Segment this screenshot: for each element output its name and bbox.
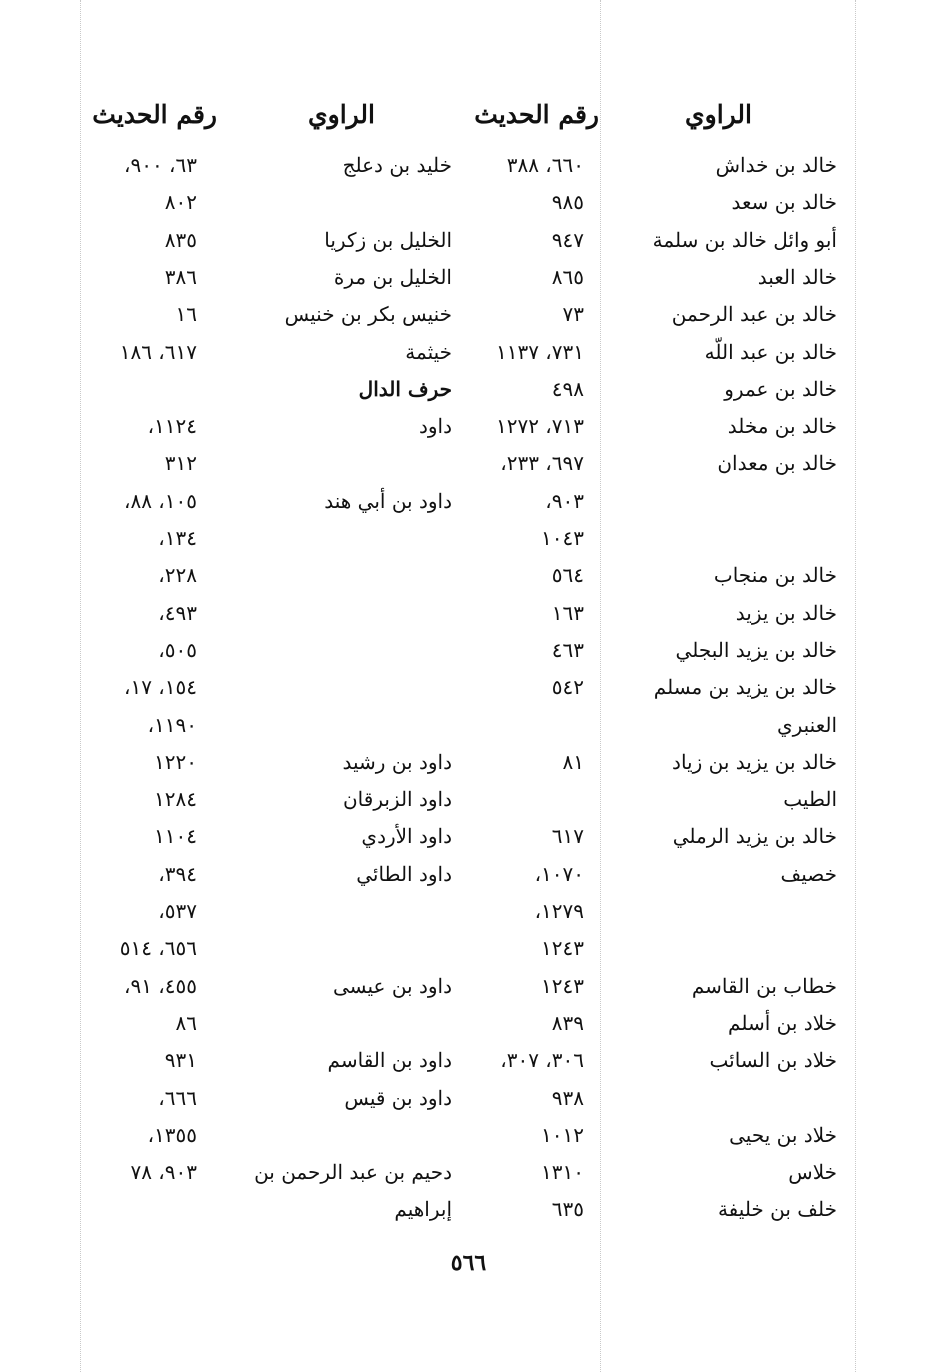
hadith-number: ٩٨٥ [551, 190, 584, 214]
table-row [0, 821, 937, 857]
hadith-number: ٧٣ [562, 302, 584, 326]
hadith-number: ١٢٨٤ [154, 787, 197, 811]
narrator-name: الخليل بن مرة [333, 265, 452, 289]
hadith-number: ٦٣٥ [551, 1197, 584, 1221]
table-row [0, 1120, 937, 1156]
hadith-number: ١٠١٢ [541, 1123, 584, 1147]
hadith-number: ١٢٤٣ [541, 936, 584, 960]
hadith-number: ١١٩٠، [147, 713, 197, 737]
hadith-number: ٩٠٣، ٧٨ [130, 1160, 197, 1184]
hadith-number: ٣١٢ [164, 451, 197, 475]
table-row [0, 896, 937, 932]
hadith-number: ١٢٧٩، [534, 899, 584, 923]
hadith-number: ٨٦ [175, 1011, 197, 1035]
hadith-number: ٣٩٤، [158, 862, 197, 886]
hadith-number: ١٢٢٠ [154, 750, 197, 774]
hadith-number: ٦١٧ [551, 824, 584, 848]
page-number: ٥٦٦ [450, 1250, 487, 1276]
narrator-name: خلاد بن يحيى [729, 1123, 837, 1147]
narrator-name: خلاد بن السائب [709, 1048, 837, 1072]
hadith-number: ٦٩٧، ٢٣٣، [500, 451, 584, 475]
table-row [0, 933, 937, 969]
table-row [0, 710, 937, 746]
narrator-name: خليد بن دعلج [342, 153, 452, 177]
narrator-name: خالد بن يزيد الرملي [672, 824, 837, 848]
narrator-name: خالد العبد [757, 265, 837, 289]
hadith-number: ١٣١٠ [541, 1160, 584, 1184]
table-row [0, 1157, 937, 1193]
narrator-name: داود الأردي [361, 824, 452, 848]
header-right-narrator: الراوي [685, 100, 752, 129]
hadith-number: ٨٦٥ [551, 265, 584, 289]
table-row [0, 784, 937, 820]
table-row [0, 299, 937, 335]
header-right-number: رقم الحديث [474, 100, 599, 129]
hadith-number: ٩٠٣، [545, 489, 584, 513]
narrator-name: خلف بن خليفة [717, 1197, 837, 1221]
header-left-narrator: الراوي [308, 100, 375, 129]
hadith-number: ١٠٤٣ [541, 526, 584, 550]
narrator-name: خنيس بكر بن خنيس [284, 302, 452, 326]
hadith-number: ٢٢٨، [158, 563, 197, 587]
hadith-number: ٤٩٨ [551, 377, 584, 401]
narrator-name: داود بن قيس [344, 1086, 452, 1110]
hadith-number: ١١٠٤ [154, 824, 197, 848]
hadith-number: ١٠٥، ٨٨، [124, 489, 197, 513]
narrator-name: خلاس [788, 1160, 837, 1184]
hadith-number: ٥٦٤ [551, 563, 584, 587]
table-row [0, 225, 937, 261]
table-row [0, 971, 937, 1007]
narrator-name: إبراهيم [394, 1197, 452, 1221]
hadith-number: ٤٩٣، [158, 601, 197, 625]
hadith-number: ٣٠٦، ٣٠٧، [500, 1048, 584, 1072]
narrator-name: العنبري [776, 713, 837, 737]
hadith-number: ٧٣١، ١١٣٧ [495, 340, 584, 364]
hadith-number: ٨١ [562, 750, 584, 774]
narrator-name: داود بن أبي هند [324, 489, 452, 513]
narrator-name: خالد بن منجاب [713, 563, 837, 587]
hadith-number: ١١٢٤، [147, 414, 197, 438]
table-row [0, 374, 937, 410]
table-row [0, 448, 937, 484]
table-row [0, 560, 937, 596]
narrator-name: داود بن رشيد [342, 750, 452, 774]
table-row [0, 1008, 937, 1044]
narrator-name: الخليل بن زكريا [324, 228, 452, 252]
narrator-name: دحيم بن عبد الرحمن بن [254, 1160, 452, 1184]
narrator-name: أبو وائل خالد بن سلمة [652, 228, 837, 252]
narrator-name: خالد بن عمرو [724, 377, 837, 401]
narrator-name: خيثمة [405, 340, 452, 364]
narrator-name: الطيب [783, 787, 837, 811]
hadith-number: ١٣٥٥، [147, 1123, 197, 1147]
narrator-name: خلاد بن أسلم [728, 1011, 837, 1035]
table-row [0, 672, 937, 708]
section-heading: حرف الدال [358, 377, 452, 401]
table-row [0, 598, 937, 634]
narrator-name: خالد بن يزيد بن مسلم [653, 675, 837, 699]
hadith-number: ٦٥٦، ٥١٤ [119, 936, 197, 960]
hadith-number: ٨٣٩ [551, 1011, 584, 1035]
table-row [0, 150, 937, 186]
hadith-number: ١٦ [175, 302, 197, 326]
narrator-name: خصيف [780, 862, 837, 886]
table-row [0, 523, 937, 559]
narrator-name: داود الطائي [356, 862, 452, 886]
table-row [0, 1045, 937, 1081]
hadith-number: ١٠٧٠، [534, 862, 584, 886]
hadith-number: ٩٣٨ [551, 1086, 584, 1110]
hadith-number: ١٦٣ [551, 601, 584, 625]
narrator-name: داود بن عيسى [332, 974, 452, 998]
hadith-number: ٤٦٣ [551, 638, 584, 662]
hadith-number: ٤٥٥، ٩١، [124, 974, 197, 998]
hadith-number: ٣٨٦ [164, 265, 197, 289]
narrator-name: داود [418, 414, 452, 438]
hadith-number: ٦٦٠، ٣٨٨ [506, 153, 584, 177]
narrator-name: خالد بن مخلد [727, 414, 837, 438]
narrator-name: داود بن القاسم [327, 1048, 452, 1072]
hadith-number: ٦١٧، ١٨٦ [119, 340, 197, 364]
table-row [0, 411, 937, 447]
narrator-name: خطاب بن القاسم [691, 974, 837, 998]
hadith-number: ٥٠٥، [158, 638, 197, 662]
hadith-number: ٥٣٧، [158, 899, 197, 923]
table-row [0, 747, 937, 783]
narrator-name: خالد بن سعد [731, 190, 837, 214]
table-row [0, 486, 937, 522]
hadith-number: ١٥٤، ١٧، [124, 675, 197, 699]
hadith-number: ٨٣٥ [164, 228, 197, 252]
hadith-number: ٥٤٢ [551, 675, 584, 699]
table-row [0, 262, 937, 298]
hadith-number: ٨٠٢ [164, 190, 197, 214]
table-row [0, 635, 937, 671]
narrator-name: خالد بن معدان [717, 451, 837, 475]
narrator-name: خالد بن يزيد [735, 601, 837, 625]
table-row [0, 1083, 937, 1119]
table-row [0, 337, 937, 373]
header-left-number: رقم الحديث [92, 100, 217, 129]
table-row [0, 187, 937, 223]
table-row [0, 859, 937, 895]
hadith-number: ٦٣، ٩٠٠، [124, 153, 197, 177]
hadith-number: ٩٤٧ [551, 228, 584, 252]
hadith-number: ١٢٤٣ [541, 974, 584, 998]
narrator-name: خالد بن عبد اللّه [704, 340, 837, 364]
hadith-number: ٩٣١ [164, 1048, 197, 1072]
narrator-name: خالد بن عبد الرحمن [671, 302, 837, 326]
narrator-name: خالد بن يزيد البجلي [675, 638, 837, 662]
narrator-name: داود الزبرقان [342, 787, 452, 811]
hadith-number: ٦٦٦، [158, 1086, 197, 1110]
narrator-name: خالد بن يزيد بن زياد [672, 750, 837, 774]
narrator-name: خالد بن خداش [715, 153, 837, 177]
hadith-number: ٧١٣، ١٢٧٢ [495, 414, 584, 438]
hadith-number: ١٣٤، [158, 526, 197, 550]
table-row [0, 1194, 937, 1230]
